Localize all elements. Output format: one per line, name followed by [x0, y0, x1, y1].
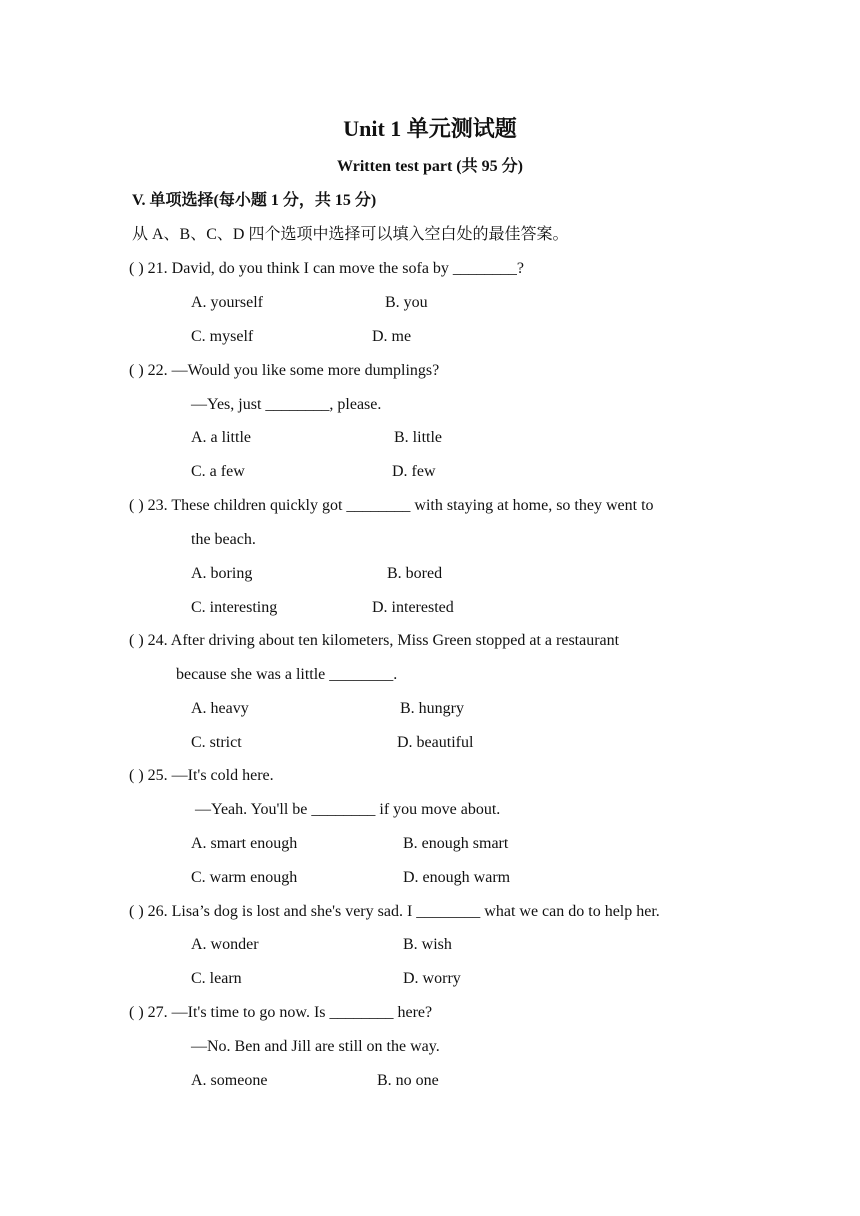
question-22-text: ( ) 22. —Would you like some more dumplings?	[129, 362, 440, 379]
question-22-option-a: A. a little	[191, 429, 251, 446]
question-21-option-a: A. yourself	[191, 294, 263, 311]
question-25-text: ( ) 25. —It's cold here.	[129, 767, 274, 784]
page-title: Unit 1 单元测试题	[343, 116, 517, 141]
question-25-option-d: D. enough warm	[403, 869, 511, 886]
instruction-text: 从 A、B、C、D 四个选项中选择可以填入空白处的最佳答案。	[132, 226, 569, 243]
question-22-option-d: D. few	[392, 463, 436, 480]
question-21-option-b: B. you	[385, 294, 428, 311]
question-21-text: ( ) 21. David, do you think I can move the sofa by ________?	[129, 260, 525, 277]
question-23-text: ( ) 23. These children quickly got ________ with staying at home, so they went to	[129, 497, 654, 514]
question-23-option-c: C. interesting	[191, 599, 278, 616]
question-25-text-line-2: —Yeah. You'll be ________ if you move about.	[195, 801, 501, 818]
question-25-option-c: C. warm enough	[191, 869, 298, 886]
question-21-option-d: D. me	[372, 328, 412, 345]
question-25-option-a: A. smart enough	[191, 835, 298, 852]
question-23-option-b: B. bored	[387, 565, 443, 582]
question-26-text: ( ) 26. Lisa’s dog is lost and she's very sad. I ________ what we can do to help her.	[129, 903, 660, 920]
question-21-option-c: C. myself	[191, 328, 254, 345]
question-23-text-line-2: the beach.	[191, 531, 256, 548]
question-24-text-line-2: because she was a little ________.	[176, 666, 398, 683]
question-27-option-b: B. no one	[377, 1072, 439, 1089]
question-23-option-d: D. interested	[372, 599, 454, 616]
question-27-text: ( ) 27. —It's time to go now. Is ________ here?	[129, 1004, 433, 1021]
question-26-option-a: A. wonder	[191, 936, 259, 953]
question-24-text: ( ) 24. After driving about ten kilometers, Miss Green stopped at a restaurant	[129, 632, 620, 649]
question-22-text-line-2: —Yes, just ________, please.	[191, 396, 382, 413]
page-subtitle: Written test part (共 95 分)	[337, 158, 523, 175]
question-24-option-a: A. heavy	[191, 700, 249, 717]
question-25-option-b: B. enough smart	[403, 835, 509, 852]
question-27-text-line-2: —No. Ben and Jill are still on the way.	[191, 1038, 440, 1055]
question-27-option-a: A. someone	[191, 1072, 268, 1089]
question-26-option-c: C. learn	[191, 970, 242, 987]
question-24-option-d: D. beautiful	[397, 734, 474, 751]
question-22-option-b: B. little	[394, 429, 442, 446]
question-24-option-b: B. hungry	[400, 700, 464, 717]
section-heading: V. 单项选择(每小题 1 分，共 15 分)	[132, 192, 377, 209]
question-26-option-b: B. wish	[403, 936, 452, 953]
question-26-option-d: D. worry	[403, 970, 461, 987]
question-22-option-c: C. a few	[191, 463, 245, 480]
question-24-option-c: C. strict	[191, 734, 242, 751]
question-23-option-a: A. boring	[191, 565, 253, 582]
